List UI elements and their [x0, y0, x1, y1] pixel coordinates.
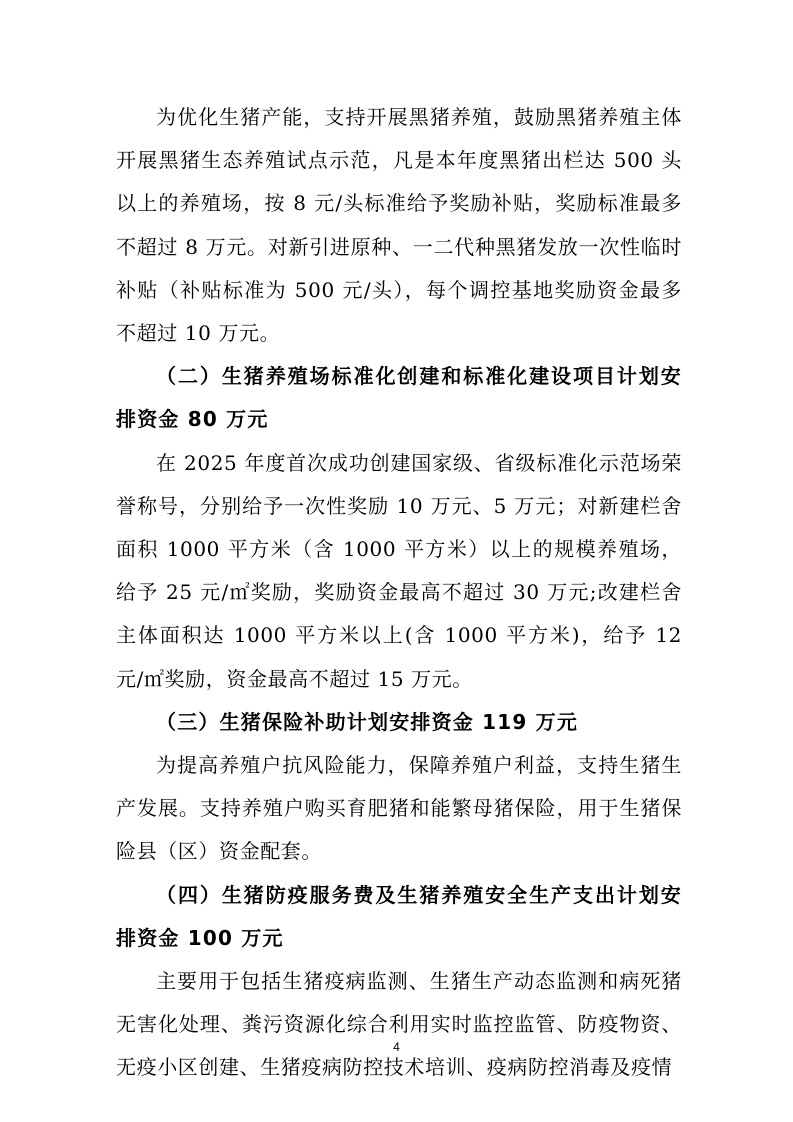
heading-standardization-project: （二）生猪养殖场标准化创建和标准化建设项目计划安排资金 80 万元 — [116, 364, 682, 432]
heading-epidemic-prevention: （四）生猪防疫服务费及生猪养殖安全生产支出计划安排资金 100 万元 — [116, 882, 682, 950]
paragraph-standardization-award: 在 2025 年度首次成功创建国家级、省级标准化示范场荣誉称号，分别给予一次性奖励 10 万元、5 万元；对新建栏舍面积 1000 平方米（含 1000 平方米）以上的规模养殖场，给予 25 元/㎡奖励，奖励资金最高不超过 30 万元;改建栏舍主体面积达 1000 平方米以上(含 1000 平方米)，给予 12 元/㎡奖励，资金最高不超过 15 万元。 — [116, 450, 682, 691]
paragraph-insurance-support: 为提高养殖户抗风险能力，保障养殖户利益，支持生猪生产发展。支持养殖户购买育肥猪和能繁母猪保险，用于生猪保险县（区）资金配套。 — [116, 753, 682, 864]
heading-insurance-subsidy: （三）生猪保险补助计划安排资金 119 万元 — [156, 709, 579, 734]
page-number: 4 — [393, 1040, 400, 1054]
paragraph-epidemic-prevention-use: 主要用于包括生猪疫病监测、生猪生产动态监测和病死猪无害化处理、粪污资源化综合利用实时监控监管、防疫物资、无疫小区创建、生猪疫病防控技术培训、疫病防控消毒及疫情 — [116, 969, 682, 1080]
paragraph-black-pig-subsidy: 为优化生猪产能，支持开展黑猪养殖，鼓励黑猪养殖主体开展黑猪生态养殖试点示范，凡是本年度黑猪出栏达 500 头以上的养殖场，按 8 元/头标准给予奖励补贴，奖励标准最多不超过 8 万元。对新引进原种、一二代种黑猪发放一次性临时补贴（补贴标准为 500 元/头），每个调控基地奖励资金最多不超过 10 万元。 — [116, 105, 682, 346]
document-body — [116, 96, 682, 1090]
